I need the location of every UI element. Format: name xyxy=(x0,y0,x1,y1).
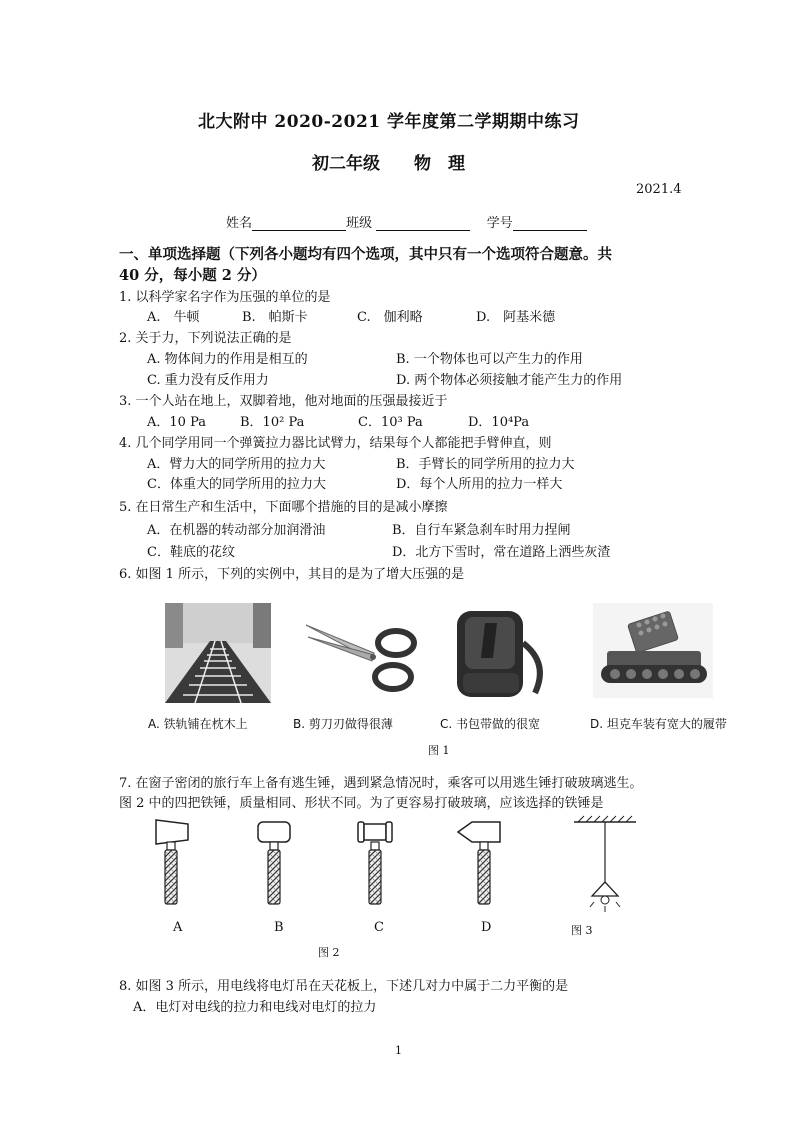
hammer-b-icon xyxy=(258,822,290,904)
q2-option-b: B. 一个物体也可以产生力的作用 xyxy=(396,352,583,367)
question-8-stem: 8. 如图 3 所示，用电线将电灯吊在天花板上，下述几对力中属于二力平衡的是 xyxy=(119,979,569,994)
hammer-label-a: A xyxy=(173,920,183,935)
fig1-caption-b: B. 剪刀刃做得很薄 xyxy=(293,717,393,731)
q1-option-c: C. 伽利略 xyxy=(357,310,423,325)
exam-date: 2021.4 xyxy=(636,182,682,197)
exam-subtitle: 初二年级 物 理 xyxy=(312,154,465,174)
q4-option-c: C．体重大的同学所用的拉力大 xyxy=(147,477,326,492)
hammer-c-icon xyxy=(358,822,392,904)
id-blank[interactable] xyxy=(513,216,587,231)
hammers-figure xyxy=(150,812,550,912)
name-blank[interactable] xyxy=(252,216,346,231)
fig1-caption-d: D. 坦克车装有宽大的履带 xyxy=(590,717,727,731)
q4-option-d: D．每个人所用的拉力一样大 xyxy=(396,477,563,492)
id-label: 学号 xyxy=(486,216,513,231)
scissors-photo xyxy=(296,603,426,703)
q8-option-a: A．电灯对电线的拉力和电线对电灯的拉力 xyxy=(133,1000,377,1015)
fig1-caption-c: C. 书包带做的很宽 xyxy=(440,717,541,731)
fig1-label: 图 1 xyxy=(428,744,450,757)
hammer-label-d: D xyxy=(481,920,492,935)
hammer-a-icon xyxy=(156,820,188,904)
fig2-label: 图 2 xyxy=(318,946,340,959)
hammer-label-b: B xyxy=(274,920,284,935)
question-4-stem: 4. 几个同学用同一个弹簧拉力器比试臂力，结果每个人都能把手臂伸直，则 xyxy=(119,436,552,451)
q2-option-c: C. 重力没有反作用力 xyxy=(147,373,269,388)
page-number: 1 xyxy=(395,1044,402,1057)
section-heading-line1: 一、单项选择题（下列各小题均有四个选项，其中只有一个选项符合题意。共 xyxy=(119,246,612,263)
class-label: 班级 xyxy=(346,216,373,231)
class-blank[interactable] xyxy=(376,216,470,231)
question-5-stem: 5. 在日常生产和生活中，下面哪个措施的目的是减小摩擦 xyxy=(119,500,448,515)
tank-photo xyxy=(593,603,713,698)
q3-option-c: C．10³ Pa xyxy=(358,415,423,430)
exam-title: 北大附中 2020-2021 学年度第二学期期中练习 xyxy=(198,112,580,132)
q1-option-d: D. 阿基米德 xyxy=(476,310,556,325)
q1-option-a: A. 牛顿 xyxy=(147,310,200,325)
section-heading-line2: 40 分，每小题 2 分） xyxy=(119,267,266,284)
question-2-stem: 2. 关于力，下列说法正确的是 xyxy=(119,331,292,346)
backpack-photo xyxy=(449,603,553,703)
q5-option-a: A．在机器的转动部分加润滑油 xyxy=(147,523,326,538)
hammer-d-icon xyxy=(458,822,500,904)
q3-option-d: D．10⁴Pa xyxy=(468,415,530,430)
q1-option-b: B. 帕斯卡 xyxy=(242,310,308,325)
question-7-line1: 7. 在窗子密闭的旅行车上备有逃生锤，遇到紧急情况时，乘客可以用逃生锤打破玻璃逃生。 xyxy=(119,776,643,791)
q2-option-a: A. 物体间力的作用是相互的 xyxy=(147,352,308,367)
q5-option-b: B．自行车紧急刹车时用力捏闸 xyxy=(392,523,571,538)
railway-track-photo xyxy=(165,603,271,703)
q2-option-d: D. 两个物体必须接触才能产生力的作用 xyxy=(396,373,623,388)
q4-option-b: B．手臂长的同学所用的拉力大 xyxy=(396,457,575,472)
hanging-lamp-figure xyxy=(570,814,640,914)
question-1-stem: 1. 以科学家名字作为压强的单位的是 xyxy=(119,290,331,305)
q5-option-d: D．北方下雪时，常在道路上洒些灰渣 xyxy=(392,545,611,560)
q4-option-a: A．臂力大的同学所用的拉力大 xyxy=(147,457,326,472)
fig3-label: 图 3 xyxy=(571,924,593,937)
student-info-row xyxy=(226,212,587,231)
q3-option-b: B．10² Pa xyxy=(240,415,305,430)
question-7-line2: 图 2 中的四把铁锤，质量相同、形状不同。为了更容易打破玻璃，应该选择的铁锤是 xyxy=(119,796,604,811)
name-label: 姓名 xyxy=(226,216,253,231)
q5-option-c: C．鞋底的花纹 xyxy=(147,545,235,560)
q3-option-a: A．10 Pa xyxy=(147,415,206,430)
fig1-caption-a: A. 铁轨铺在枕木上 xyxy=(148,717,248,731)
hammer-label-c: C xyxy=(374,920,384,935)
question-3-stem: 3. 一个人站在地上，双脚着地，他对地面的压强最接近于 xyxy=(119,394,448,409)
question-6-stem: 6. 如图 1 所示，下列的实例中，其目的是为了增大压强的是 xyxy=(119,567,465,582)
